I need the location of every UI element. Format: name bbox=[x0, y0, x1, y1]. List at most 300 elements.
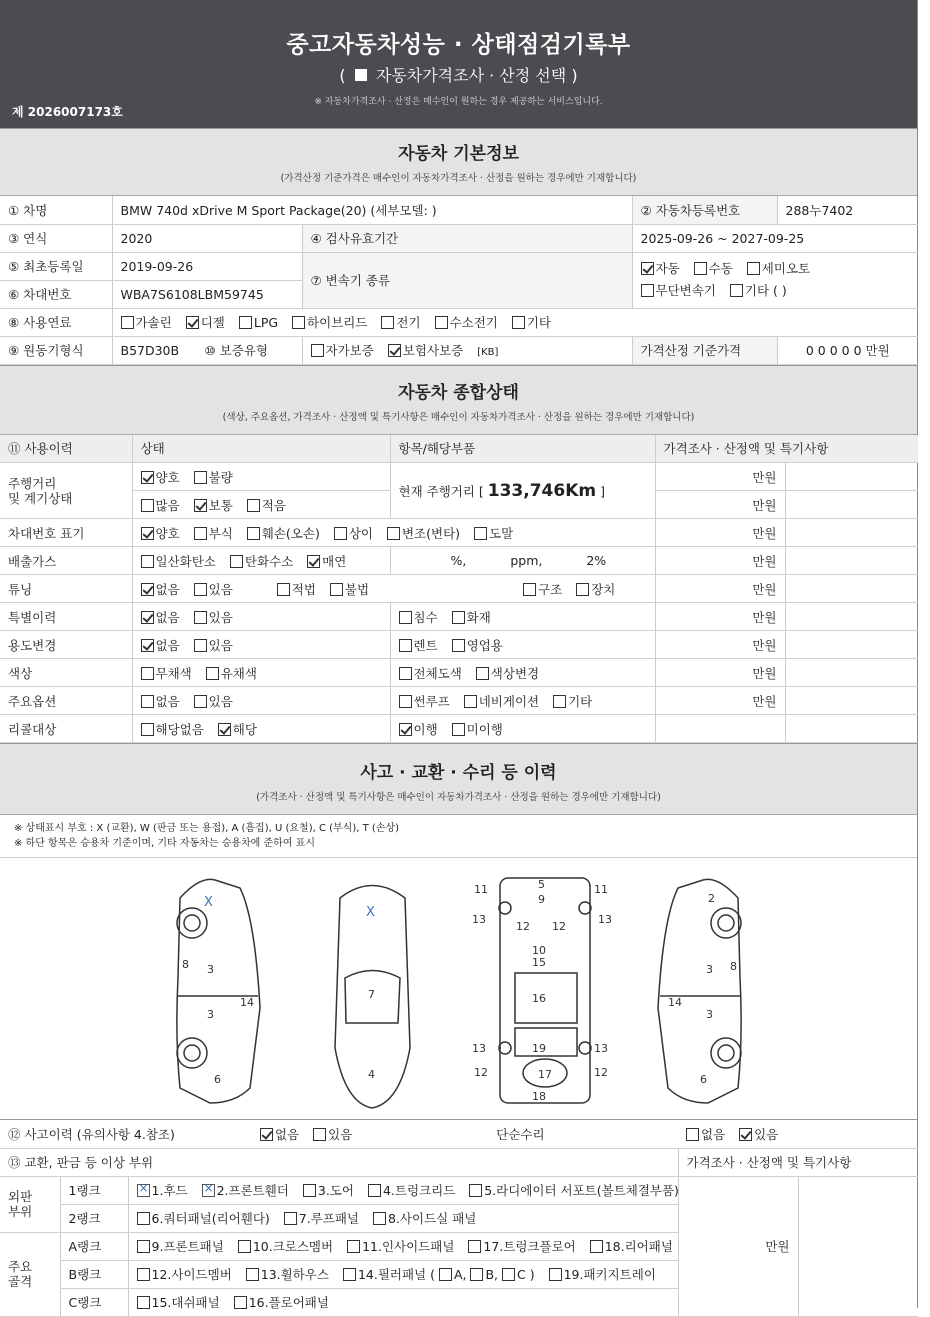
checkbox-accident[interactable] bbox=[313, 1128, 326, 1141]
checkbox-option-yes[interactable] bbox=[194, 695, 207, 708]
checkbox-business[interactable] bbox=[452, 639, 465, 652]
checkbox-vin-corrosion[interactable] bbox=[194, 527, 207, 540]
under-label-5: 5 bbox=[538, 878, 545, 891]
checkbox-co[interactable] bbox=[141, 555, 154, 568]
warranty-options bbox=[302, 336, 632, 364]
rankB-label: B랭크 bbox=[60, 1260, 128, 1288]
under-label-10: 10 bbox=[532, 944, 546, 957]
car-name-value: BMW 740d xDrive M Sport Package(20) (세부모델: ) bbox=[112, 196, 632, 224]
item-cross-member: 10.크로스멤버 bbox=[252, 1239, 334, 1254]
opt-vin-corrosion: 부식 bbox=[208, 525, 233, 541]
item-floor-panel: 16.플로어패널 bbox=[248, 1295, 329, 1310]
checkbox-hood[interactable] bbox=[137, 1184, 150, 1197]
warranty-label: ⑩ 보증유형 bbox=[204, 343, 268, 358]
rankC-label: C랭크 bbox=[60, 1288, 128, 1316]
col-status: 상태 bbox=[132, 435, 390, 463]
checkbox-gauge-bad[interactable] bbox=[194, 471, 207, 484]
exhaust-units bbox=[390, 547, 655, 575]
left-label-door-rear: 3 bbox=[207, 1008, 214, 1021]
under-label-12b: 12 bbox=[552, 920, 566, 933]
checkbox-not-done[interactable] bbox=[452, 723, 465, 736]
opt-usage-yes: 있음 bbox=[208, 637, 233, 653]
checkbox-much[interactable] bbox=[141, 499, 154, 512]
basic-subtitle: (가격산정 기준가격은 매수인이 자동차가격조사 · 산정을 원하는 경우에만 기재합니다) bbox=[280, 173, 637, 184]
checkbox-vin-good[interactable] bbox=[141, 527, 154, 540]
history-label: ⑫ 사고이력 (유의사항 4.참조) bbox=[0, 1120, 128, 1148]
under-label-13d: 13 bbox=[594, 1042, 608, 1055]
checkbox-auto[interactable] bbox=[641, 262, 654, 275]
opt-gasoline: 가솔린 bbox=[135, 315, 172, 330]
checkbox-device[interactable] bbox=[576, 583, 589, 596]
item-side-sill: 8.사이드실 패널 bbox=[388, 1211, 477, 1226]
unit-ppm: ppm, bbox=[510, 553, 543, 568]
note-cell bbox=[785, 659, 918, 687]
car-name-label: ① 차명 bbox=[0, 196, 112, 224]
opt-bad: 불량 bbox=[208, 469, 233, 485]
under-label-17: 17 bbox=[538, 1068, 552, 1081]
unit: 만원 bbox=[655, 687, 785, 715]
trans-options bbox=[632, 252, 918, 308]
first-reg-label: ⑤ 최초등록일 bbox=[0, 252, 112, 280]
opt-option-other: 기타 bbox=[568, 693, 593, 709]
checkbox-door[interactable] bbox=[303, 1184, 316, 1197]
checkbox-cvt[interactable] bbox=[641, 284, 654, 297]
checkbox-insurer-warranty[interactable] bbox=[388, 344, 401, 357]
checkbox-hybrid[interactable] bbox=[292, 316, 305, 329]
checkbox-gauge-good[interactable] bbox=[141, 471, 154, 484]
accident-note bbox=[798, 1176, 918, 1316]
checkbox-special-yes[interactable] bbox=[194, 611, 207, 624]
exhaust-label: 배출가스 bbox=[0, 547, 132, 575]
under-label-11a: 11 bbox=[474, 883, 488, 896]
opt-vin-diff: 상이 bbox=[348, 525, 373, 541]
checkbox-floor-panel[interactable] bbox=[234, 1296, 247, 1309]
first-reg-value: 2019-09-26 bbox=[112, 252, 302, 280]
tuning-options bbox=[132, 575, 655, 603]
opt-lpg: LPG bbox=[253, 315, 279, 330]
opt-simple-none: 없음 bbox=[701, 1126, 726, 1142]
header bbox=[0, 0, 917, 128]
opt-illegal: 불법 bbox=[344, 581, 370, 597]
unit-percent: %, bbox=[450, 553, 467, 568]
rankA-label: A랭크 bbox=[60, 1232, 128, 1260]
checkbox-option-other[interactable] bbox=[553, 695, 566, 708]
checkbox-radiator[interactable] bbox=[469, 1184, 482, 1197]
opt-good: 양호 bbox=[155, 469, 180, 485]
item-trunk-floor: 17.트렁크플로어 bbox=[483, 1239, 576, 1254]
opt-hydrogen: 수소전기 bbox=[449, 315, 498, 330]
checkbox-achromatic[interactable] bbox=[141, 667, 154, 680]
left-label-side-sill: 8 bbox=[182, 958, 189, 971]
warranty-tag: [KB] bbox=[477, 347, 499, 358]
legend bbox=[0, 815, 917, 858]
recall-label: 리콜대상 bbox=[0, 715, 132, 743]
checkbox-normal[interactable] bbox=[194, 499, 207, 512]
color-label: 색상 bbox=[0, 659, 132, 687]
opt-rent: 렌트 bbox=[413, 637, 438, 653]
rankC-items bbox=[128, 1288, 678, 1316]
accident-table bbox=[0, 1120, 918, 1317]
checkbox-trunk-lid[interactable] bbox=[368, 1184, 381, 1197]
checkbox-hc[interactable] bbox=[230, 555, 243, 568]
checkbox-pillar-b[interactable] bbox=[470, 1268, 483, 1281]
checkbox-quarter[interactable] bbox=[137, 1212, 150, 1225]
engine-label: ⑨ 원동기형식 bbox=[0, 336, 112, 364]
checkbox-dash-panel[interactable] bbox=[137, 1296, 150, 1309]
unit: 만원 bbox=[655, 575, 785, 603]
opt-recall-none: 해당없음 bbox=[155, 721, 204, 737]
under-label-13b: 13 bbox=[598, 913, 612, 926]
checkbox-structure[interactable] bbox=[523, 583, 536, 596]
trans-label: ⑦ 변속기 종류 bbox=[302, 252, 632, 308]
opt-electric: 전기 bbox=[396, 315, 421, 330]
right-label-quarter: 6 bbox=[700, 1073, 707, 1086]
right-label-pillar: 14 bbox=[668, 996, 682, 1009]
checkbox-simple-yes[interactable] bbox=[739, 1128, 752, 1141]
opt-accident: 있음 bbox=[328, 1126, 353, 1142]
mileage-status-2 bbox=[132, 491, 390, 519]
item-wheel-house: 13.휠하우스 bbox=[260, 1267, 329, 1282]
recall-items bbox=[390, 715, 655, 743]
special-label: 특별이력 bbox=[0, 603, 132, 631]
item-hood: 1.후드 bbox=[151, 1183, 188, 1198]
opt-color-change: 색상변경 bbox=[490, 665, 540, 681]
car-diagram bbox=[0, 858, 917, 1120]
fuel-options bbox=[112, 308, 918, 336]
vin-value: WBA7S6108LBM59745 bbox=[112, 280, 302, 308]
item-roof: 7.루프패널 bbox=[298, 1211, 360, 1226]
under-label-13c: 13 bbox=[472, 1042, 486, 1055]
opt-self-warranty: 자가보증 bbox=[325, 343, 374, 358]
tuning-label: 튜닝 bbox=[0, 575, 132, 603]
left-label-door-front: 3 bbox=[207, 963, 214, 976]
usage-items bbox=[390, 631, 655, 659]
color-items bbox=[390, 659, 655, 687]
checkbox-self-warranty[interactable] bbox=[311, 344, 324, 357]
checkbox-no-accident[interactable] bbox=[260, 1128, 273, 1141]
checkbox-diesel[interactable] bbox=[186, 316, 199, 329]
under-label-12d: 12 bbox=[594, 1066, 608, 1079]
basic-title: 자동차 기본정보 bbox=[398, 144, 519, 164]
opt-cvt: 무단변속기 bbox=[655, 283, 716, 298]
opt-flood: 침수 bbox=[413, 609, 438, 625]
service-note: ※ 자동차가격조사 · 산정은 매수인이 원하는 경우 제공하는 서비스입니다. bbox=[314, 97, 603, 107]
rankA-items bbox=[128, 1232, 678, 1260]
year-value: 2020 bbox=[112, 224, 302, 252]
checkbox-pillar[interactable] bbox=[343, 1268, 356, 1281]
note-cell bbox=[785, 603, 918, 631]
item-pillar-b: B, bbox=[485, 1267, 499, 1282]
checkbox-vin-diff[interactable] bbox=[334, 527, 347, 540]
car-diagram-svg bbox=[0, 858, 918, 1120]
checkbox-pillar-a[interactable] bbox=[439, 1268, 452, 1281]
basic-table bbox=[0, 196, 918, 365]
left-label-pillar: 14 bbox=[240, 996, 254, 1009]
item-inside-panel: 11.인사이드패널 bbox=[362, 1239, 455, 1254]
unit: 만원 bbox=[655, 631, 785, 659]
under-label-16: 16 bbox=[532, 992, 546, 1005]
fuel-label: ⑧ 사용연료 bbox=[0, 308, 112, 336]
overall-table bbox=[0, 435, 918, 744]
accident-title: 사고 · 교환 · 수리 등 이력 bbox=[360, 763, 557, 783]
under-label-12a: 12 bbox=[516, 920, 530, 933]
checkbox-special-none[interactable] bbox=[141, 611, 154, 624]
rank2-items bbox=[128, 1204, 678, 1232]
opt-fuel-other: 기타 bbox=[526, 315, 552, 330]
usage-options bbox=[132, 631, 390, 659]
unit: 만원 bbox=[655, 547, 785, 575]
opt-vin-smeared: 도말 bbox=[489, 525, 514, 541]
checkbox-lpg[interactable] bbox=[239, 316, 252, 329]
checkbox-usage-none[interactable] bbox=[141, 639, 154, 652]
checkbox-wheel-house[interactable] bbox=[246, 1268, 259, 1281]
legend-codes: ※ 상태표시 부호 : X (교환), W (판금 또는 용접), A (흠집), U (요철), C (부식), T (손상) bbox=[14, 823, 400, 834]
checkbox-full-paint[interactable] bbox=[399, 667, 412, 680]
checkbox-fuel-other[interactable] bbox=[512, 316, 525, 329]
doc-title: 중고자동차성능 · 상태점검기록부 bbox=[286, 32, 631, 58]
under-label-19: 19 bbox=[532, 1042, 546, 1055]
item-quarter: 6.쿼터패널(리어휀다) bbox=[151, 1211, 270, 1226]
opt-vin-altered: 변조(변타) bbox=[401, 525, 461, 541]
opt-little: 적음 bbox=[261, 497, 286, 513]
special-options bbox=[132, 603, 390, 631]
checkbox-front-fender[interactable] bbox=[202, 1184, 215, 1197]
checkbox-navigation[interactable] bbox=[464, 695, 477, 708]
opt-special-yes: 있음 bbox=[208, 609, 233, 625]
checkbox-hydrogen[interactable] bbox=[435, 316, 448, 329]
history-row bbox=[128, 1120, 678, 1148]
checkbox-vin-smeared[interactable] bbox=[474, 527, 487, 540]
mileage-reading bbox=[390, 463, 655, 519]
note-cell bbox=[785, 575, 918, 603]
checkbox-option-none[interactable] bbox=[141, 695, 154, 708]
checkbox-recall-none[interactable] bbox=[141, 723, 154, 736]
checkbox-cross-member[interactable] bbox=[238, 1240, 251, 1253]
opt-chromatic: 유채색 bbox=[220, 665, 257, 681]
opt-not-done: 미이행 bbox=[466, 721, 503, 737]
rank1-label: 1랭크 bbox=[60, 1176, 128, 1204]
special-items bbox=[390, 603, 655, 631]
opt-other: 기타 ( ) bbox=[744, 283, 787, 298]
trunk-label: 4 bbox=[368, 1068, 375, 1081]
doc-subtitle bbox=[0, 63, 917, 86]
opt-tuning-yes: 있음 bbox=[208, 581, 233, 597]
hood-mark-x: X bbox=[366, 905, 375, 920]
note-cell bbox=[785, 547, 918, 575]
item-pillar-c: C ) bbox=[517, 1267, 535, 1282]
checkbox-roof[interactable] bbox=[284, 1212, 297, 1225]
right-label-door-rear: 3 bbox=[706, 1008, 713, 1021]
checkbox-legal[interactable] bbox=[277, 583, 290, 596]
opt-normal: 보통 bbox=[208, 497, 233, 513]
right-label-fender: 2 bbox=[708, 892, 715, 905]
checkbox-manual[interactable] bbox=[694, 262, 707, 275]
price-value: 0 0 0 0 0 만원 bbox=[777, 336, 918, 364]
checkbox-vin-altered[interactable] bbox=[387, 527, 400, 540]
doc-number: 제 2026007173호 bbox=[12, 105, 123, 119]
outer-label: 외판 부위 bbox=[0, 1176, 60, 1232]
left-side-body bbox=[177, 879, 260, 1103]
checkbox-color-change[interactable] bbox=[476, 667, 489, 680]
checkbox-side-sill[interactable] bbox=[373, 1212, 386, 1225]
checkbox-gasoline[interactable] bbox=[121, 316, 134, 329]
checkbox-electric[interactable] bbox=[381, 316, 394, 329]
rank1-items bbox=[128, 1176, 678, 1204]
option-label: 주요옵션 bbox=[0, 687, 132, 715]
selected-box-icon bbox=[355, 69, 367, 81]
checkbox-simple-none[interactable] bbox=[686, 1128, 699, 1141]
exchange-label: ⑬ 교환, 판금 등 이상 부위 bbox=[0, 1148, 678, 1176]
checkbox-other[interactable] bbox=[730, 284, 743, 297]
exhaust-options bbox=[132, 547, 390, 575]
unit: 만원 bbox=[655, 491, 785, 519]
mileage-label: 주행거리 및 계기상태 bbox=[0, 463, 132, 519]
note-cell bbox=[785, 463, 918, 491]
unit: 만원 bbox=[655, 659, 785, 687]
item-trunk-lid: 4.트렁크리드 bbox=[382, 1183, 456, 1198]
accident-section-header bbox=[0, 743, 917, 815]
checkbox-vin-damage[interactable] bbox=[247, 527, 260, 540]
checkbox-sunroof[interactable] bbox=[399, 695, 412, 708]
col-item: 항목/해당부품 bbox=[390, 435, 655, 463]
note-cell bbox=[785, 631, 918, 659]
simple-repair-options bbox=[678, 1120, 918, 1148]
smoke-value: 2% bbox=[586, 553, 607, 568]
subtitle-text: 자동차가격조사 · 산정 선택 bbox=[375, 66, 567, 85]
item-door: 3.도어 bbox=[317, 1183, 354, 1198]
checkbox-tuning-none[interactable] bbox=[141, 583, 154, 596]
checkbox-semi[interactable] bbox=[747, 262, 760, 275]
opt-auto: 자동 bbox=[655, 261, 680, 276]
under-label-9: 9 bbox=[538, 893, 545, 906]
item-pillar: 14.필러패널 ( bbox=[357, 1267, 435, 1282]
price-label: 가격산정 기준가격 bbox=[632, 336, 777, 364]
opt-no-accident: 없음 bbox=[275, 1126, 300, 1142]
opt-semi: 세미오토 bbox=[761, 261, 811, 276]
vin-mark-label: 차대번호 표기 bbox=[0, 519, 132, 547]
legend-note: ※ 하단 항목은 승용차 기준이며, 기타 자동차는 승용차에 준하여 표시 bbox=[14, 838, 315, 849]
reg-no-label: ② 자동차등록번호 bbox=[632, 196, 777, 224]
paren-close: ) bbox=[571, 66, 578, 85]
opt-done: 이행 bbox=[413, 721, 438, 737]
item-dash-panel: 15.대쉬패널 bbox=[151, 1295, 220, 1310]
option-items bbox=[390, 687, 655, 715]
under-label-13a: 13 bbox=[472, 913, 486, 926]
under-label-11b: 11 bbox=[594, 883, 608, 896]
item-pillar-a: A, bbox=[453, 1267, 467, 1282]
opt-much: 많음 bbox=[155, 497, 180, 513]
checkbox-package-tray[interactable] bbox=[549, 1268, 562, 1281]
rankB-items bbox=[128, 1260, 678, 1288]
checkbox-tuning-yes[interactable] bbox=[194, 583, 207, 596]
item-radiator: 5.라디에이터 서포트(볼트체결부품) bbox=[484, 1183, 679, 1198]
validity-value: 2025-09-26 ~ 2027-09-25 bbox=[632, 224, 918, 252]
opt-hc: 탄화수소 bbox=[244, 553, 294, 569]
engine-value bbox=[112, 336, 302, 364]
checkbox-fire[interactable] bbox=[452, 611, 465, 624]
engine-code: B57D30B bbox=[120, 343, 180, 358]
opt-tuning-none: 없음 bbox=[155, 581, 180, 597]
item-front-fender: 2.프론트휀더 bbox=[216, 1183, 289, 1198]
opt-vin-damage: 훼손(오손) bbox=[261, 525, 320, 541]
exchange-right-label: 가격조사 · 산정액 및 특기사항 bbox=[678, 1148, 918, 1176]
checkbox-little[interactable] bbox=[247, 499, 260, 512]
recall-options bbox=[132, 715, 390, 743]
item-front-panel: 9.프론트패널 bbox=[151, 1239, 224, 1254]
mileage-status-1 bbox=[132, 463, 390, 491]
checkbox-rear-panel[interactable] bbox=[590, 1240, 603, 1253]
note-cell bbox=[785, 687, 918, 715]
option-options bbox=[132, 687, 390, 715]
overall-subtitle: (색상, 주요옵션, 가격조사 · 산정액 및 특기사항은 매수인이 자동차가격조사 · 산정을 원하는 경우에만 기재합니다) bbox=[222, 411, 695, 423]
checkbox-flood[interactable] bbox=[399, 611, 412, 624]
year-label: ③ 연식 bbox=[0, 224, 112, 252]
opt-insurer-warranty: 보험사보증 bbox=[402, 343, 464, 358]
opt-special-none: 없음 bbox=[155, 609, 180, 625]
checkbox-pillar-c[interactable] bbox=[502, 1268, 515, 1281]
validity-label: ④ 검사유효기간 bbox=[302, 224, 632, 252]
paren-open: ( bbox=[339, 66, 346, 85]
item-side-member: 12.사이드멤버 bbox=[151, 1267, 232, 1282]
checkbox-trunk-floor[interactable] bbox=[468, 1240, 481, 1253]
checkbox-front-panel[interactable] bbox=[137, 1240, 150, 1253]
item-package-tray: 19.패키지트레이 bbox=[563, 1267, 656, 1282]
checkbox-rent[interactable] bbox=[399, 639, 412, 652]
rank2-label: 2랭크 bbox=[60, 1204, 128, 1232]
checkbox-inside-panel[interactable] bbox=[347, 1240, 360, 1253]
opt-simple-yes: 있음 bbox=[754, 1126, 779, 1142]
unit: 만원 bbox=[655, 603, 785, 631]
under-label-15: 15 bbox=[532, 956, 546, 969]
unit: 만원 bbox=[655, 519, 785, 547]
roof-label: 7 bbox=[368, 988, 375, 1001]
checkbox-recall-yes[interactable] bbox=[218, 723, 231, 736]
basic-section-header bbox=[0, 128, 917, 196]
color-options bbox=[132, 659, 390, 687]
opt-navigation: 네비게이션 bbox=[478, 693, 540, 709]
opt-recall-yes: 해당 bbox=[232, 721, 257, 737]
mileage-close: ] bbox=[600, 483, 605, 499]
accident-unit: 만원 bbox=[678, 1176, 798, 1316]
opt-achromatic: 무채색 bbox=[155, 665, 192, 681]
opt-vin-good: 양호 bbox=[155, 525, 180, 541]
checkbox-usage-yes[interactable] bbox=[194, 639, 207, 652]
checkbox-smoke[interactable] bbox=[307, 555, 320, 568]
opt-smoke: 매연 bbox=[322, 553, 347, 569]
left-label-quarter: 6 bbox=[214, 1073, 221, 1086]
frame-label: 주요 골격 bbox=[0, 1232, 60, 1316]
checkbox-done[interactable] bbox=[399, 723, 412, 736]
accident-subtitle: (가격조사 · 산정액 및 특기사항은 매수인이 자동차가격조사 · 산정을 원하는 경우에만 기재합니다) bbox=[256, 792, 661, 803]
overall-section-header bbox=[0, 365, 917, 435]
opt-hybrid: 하이브리드 bbox=[307, 315, 368, 330]
opt-structure: 구조 bbox=[538, 581, 563, 597]
item-rear-panel: 18.리어패널 bbox=[604, 1239, 673, 1254]
checkbox-side-member[interactable] bbox=[137, 1268, 150, 1281]
opt-manual: 수동 bbox=[708, 261, 733, 276]
opt-co: 일산화탄소 bbox=[155, 553, 216, 569]
usage-label: 용도변경 bbox=[0, 631, 132, 659]
checkbox-chromatic[interactable] bbox=[206, 667, 219, 680]
opt-option-yes: 있음 bbox=[208, 693, 233, 709]
overall-title: 자동차 종합상태 bbox=[398, 382, 519, 403]
mileage-value: 133,746Km bbox=[487, 480, 597, 501]
under-label-12c: 12 bbox=[474, 1066, 488, 1079]
opt-diesel: 디젤 bbox=[200, 315, 225, 330]
col-usage: ⑪ 사용이력 bbox=[0, 435, 132, 463]
under-label-18: 18 bbox=[532, 1090, 546, 1103]
checkbox-illegal[interactable] bbox=[330, 583, 343, 596]
